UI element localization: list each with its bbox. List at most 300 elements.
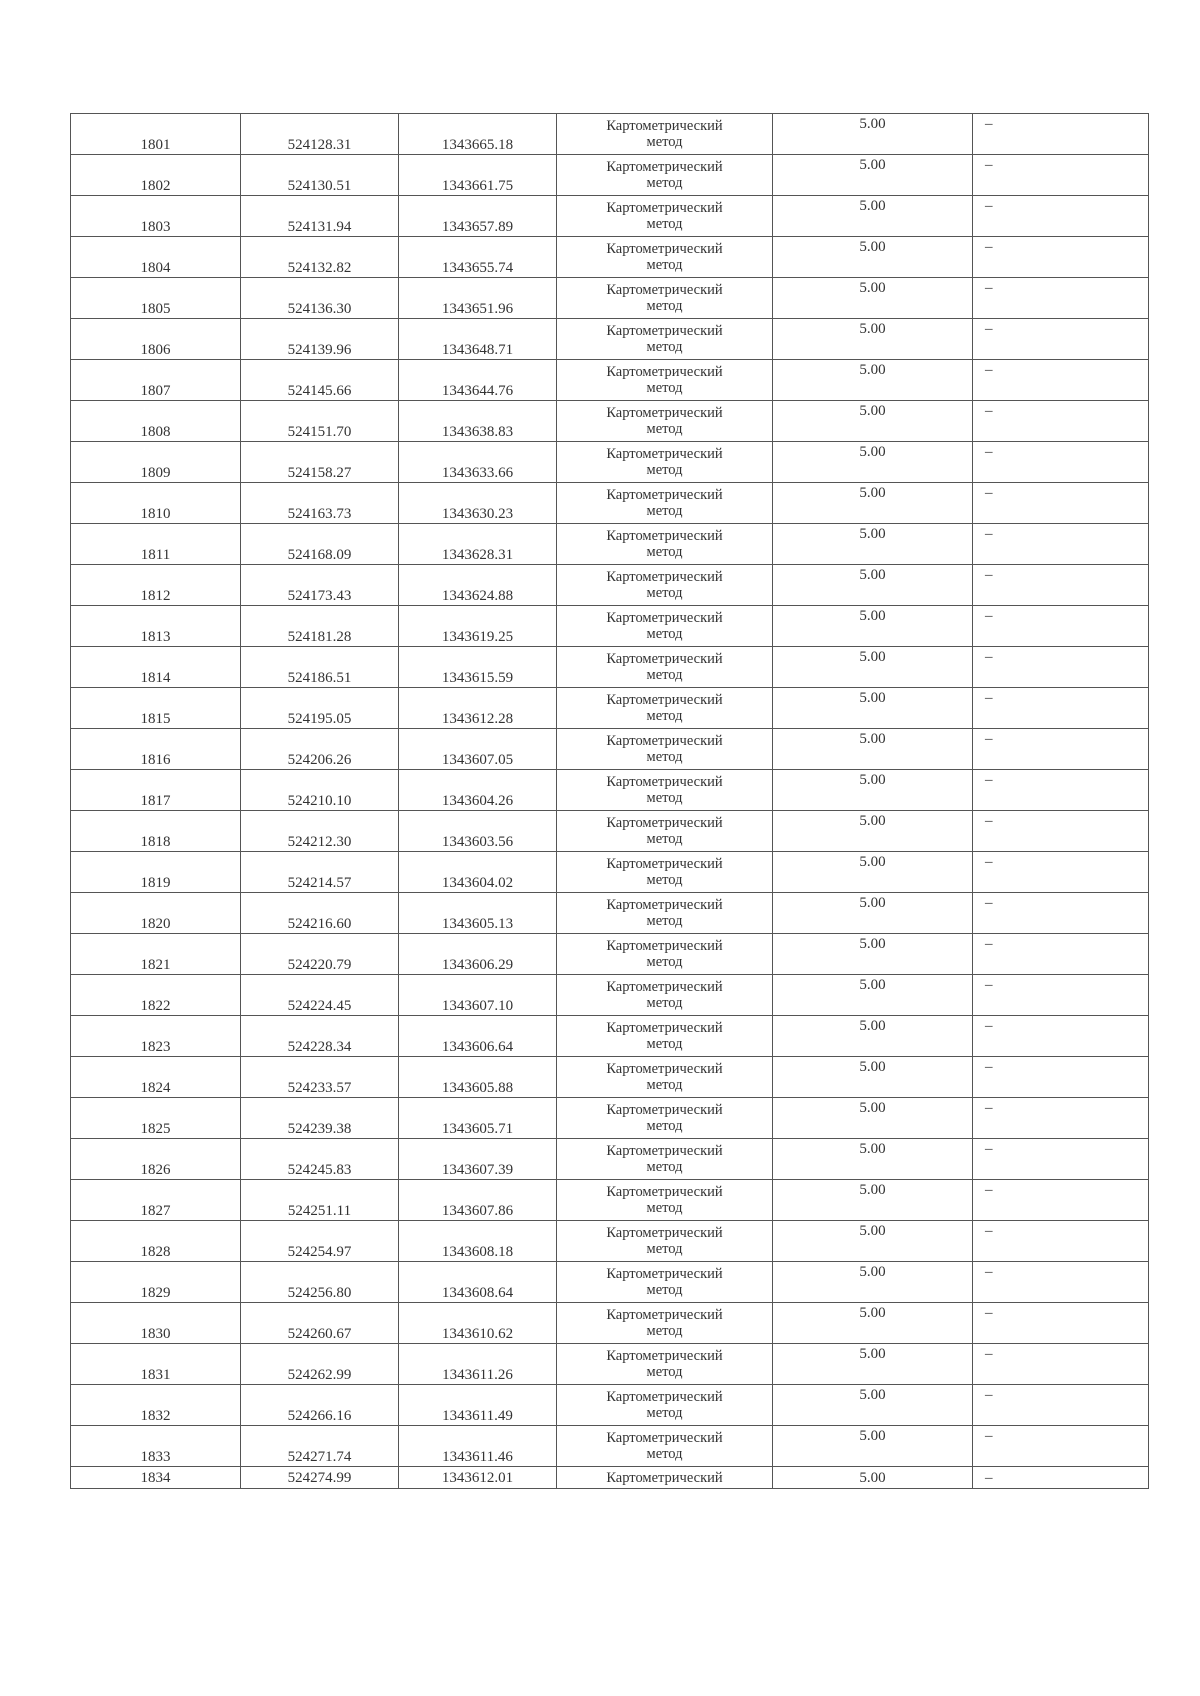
- table-row: [71, 606, 1149, 647]
- accuracy-cell: 5.00: [773, 1098, 973, 1139]
- method-text-line1: Картометрический: [606, 282, 723, 298]
- method-cell: [557, 770, 773, 811]
- method-cell: [557, 1385, 773, 1426]
- table-row: [71, 196, 1149, 237]
- y-coordinate-cell: 1343606.64: [399, 1016, 557, 1057]
- table-row: [71, 1139, 1149, 1180]
- y-coordinate-cell: 1343615.59: [399, 647, 557, 688]
- x-coordinate-cell: 524186.51: [241, 647, 399, 688]
- table-row: [71, 1426, 1149, 1467]
- method-text-line1: Картометрический: [606, 528, 723, 544]
- method-text-line2: метод: [646, 216, 683, 232]
- x-coordinate-cell: 524212.30: [241, 811, 399, 852]
- table-row: [71, 688, 1149, 729]
- method-cell: [557, 1016, 773, 1057]
- x-coordinate-cell: 524168.09: [241, 524, 399, 565]
- note-cell: –: [973, 237, 1149, 278]
- method-cell: [557, 565, 773, 606]
- accuracy-cell: 5.00: [773, 1385, 973, 1426]
- y-coordinate-cell: 1343611.49: [399, 1385, 557, 1426]
- method-cell: [557, 1262, 773, 1303]
- x-coordinate-cell: 524131.94: [241, 196, 399, 237]
- x-coordinate-cell: 524220.79: [241, 934, 399, 975]
- accuracy-cell: 5.00: [773, 1467, 973, 1489]
- method-text-line2: метод: [646, 462, 683, 478]
- note-cell: –: [973, 852, 1149, 893]
- table-row: [71, 934, 1149, 975]
- accuracy-cell: 5.00: [773, 934, 973, 975]
- note-cell: –: [973, 1139, 1149, 1180]
- note-cell: –: [973, 1262, 1149, 1303]
- table-row: [71, 114, 1149, 155]
- point-number-cell: 1827: [71, 1180, 241, 1221]
- coordinates-table: [70, 113, 1149, 1489]
- method-cell: [557, 647, 773, 688]
- point-number-cell: 1808: [71, 401, 241, 442]
- point-number-cell: 1821: [71, 934, 241, 975]
- method-text-line1: Картометрический: [606, 1225, 723, 1241]
- accuracy-cell: 5.00: [773, 196, 973, 237]
- note-cell: –: [973, 811, 1149, 852]
- method-text-line2: метод: [646, 1405, 683, 1421]
- point-number-cell: 1826: [71, 1139, 241, 1180]
- note-cell: –: [973, 1385, 1149, 1426]
- method-cell: [557, 114, 773, 155]
- method-text-line2: метод: [646, 749, 683, 765]
- table-row: [71, 565, 1149, 606]
- method-text-line1: Картометрический: [606, 774, 723, 790]
- table-row: [71, 360, 1149, 401]
- x-coordinate-cell: 524271.74: [241, 1426, 399, 1467]
- table-row: [71, 1262, 1149, 1303]
- point-number-cell: 1833: [71, 1426, 241, 1467]
- method-cell: [557, 852, 773, 893]
- point-number-cell: 1807: [71, 360, 241, 401]
- point-number-cell: 1816: [71, 729, 241, 770]
- method-text-line2: метод: [646, 1159, 683, 1175]
- note-cell: –: [973, 196, 1149, 237]
- note-cell: –: [973, 360, 1149, 401]
- accuracy-cell: 5.00: [773, 237, 973, 278]
- y-coordinate-cell: 1343607.86: [399, 1180, 557, 1221]
- point-number-cell: 1818: [71, 811, 241, 852]
- method-text-line2: метод: [646, 503, 683, 519]
- accuracy-cell: 5.00: [773, 606, 973, 647]
- x-coordinate-cell: 524274.99: [241, 1467, 399, 1489]
- point-number-cell: 1825: [71, 1098, 241, 1139]
- accuracy-cell: 5.00: [773, 401, 973, 442]
- x-coordinate-cell: 524260.67: [241, 1303, 399, 1344]
- y-coordinate-cell: 1343633.66: [399, 442, 557, 483]
- method-text-line2: метод: [646, 1364, 683, 1380]
- method-cell: [557, 893, 773, 934]
- method-cell: [557, 1467, 773, 1489]
- y-coordinate-cell: 1343607.10: [399, 975, 557, 1016]
- point-number-cell: 1801: [71, 114, 241, 155]
- method-cell: [557, 1098, 773, 1139]
- x-coordinate-cell: 524151.70: [241, 401, 399, 442]
- note-cell: –: [973, 1467, 1149, 1489]
- y-coordinate-cell: 1343608.64: [399, 1262, 557, 1303]
- x-coordinate-cell: 524245.83: [241, 1139, 399, 1180]
- table-row: [71, 893, 1149, 934]
- note-cell: –: [973, 1057, 1149, 1098]
- table-row: [71, 1303, 1149, 1344]
- accuracy-cell: 5.00: [773, 1221, 973, 1262]
- method-text-line1: Картометрический: [606, 938, 723, 954]
- method-text-line2: метод: [646, 339, 683, 355]
- x-coordinate-cell: 524173.43: [241, 565, 399, 606]
- method-text-line1: Картометрический: [606, 897, 723, 913]
- point-number-cell: 1810: [71, 483, 241, 524]
- point-number-cell: 1803: [71, 196, 241, 237]
- table-row: [71, 852, 1149, 893]
- method-text-line1: Картометрический: [606, 1266, 723, 1282]
- table-row: [71, 1016, 1149, 1057]
- note-cell: –: [973, 1303, 1149, 1344]
- note-cell: –: [973, 442, 1149, 483]
- y-coordinate-cell: 1343607.39: [399, 1139, 557, 1180]
- note-cell: –: [973, 729, 1149, 770]
- table-row: [71, 647, 1149, 688]
- point-number-cell: 1817: [71, 770, 241, 811]
- method-cell: [557, 1221, 773, 1262]
- x-coordinate-cell: 524181.28: [241, 606, 399, 647]
- x-coordinate-cell: 524139.96: [241, 319, 399, 360]
- x-coordinate-cell: 524195.05: [241, 688, 399, 729]
- note-cell: –: [973, 565, 1149, 606]
- y-coordinate-cell: 1343648.71: [399, 319, 557, 360]
- accuracy-cell: 5.00: [773, 114, 973, 155]
- method-text-line1: Картометрический: [606, 487, 723, 503]
- point-number-cell: 1805: [71, 278, 241, 319]
- table-row: [71, 1385, 1149, 1426]
- method-cell: [557, 155, 773, 196]
- coordinates-table-body: [71, 114, 1149, 1489]
- x-coordinate-cell: 524266.16: [241, 1385, 399, 1426]
- point-number-cell: 1822: [71, 975, 241, 1016]
- table-row: [71, 155, 1149, 196]
- y-coordinate-cell: 1343644.76: [399, 360, 557, 401]
- y-coordinate-cell: 1343619.25: [399, 606, 557, 647]
- y-coordinate-cell: 1343605.71: [399, 1098, 557, 1139]
- x-coordinate-cell: 524206.26: [241, 729, 399, 770]
- method-cell: [557, 237, 773, 278]
- note-cell: –: [973, 155, 1149, 196]
- method-cell: [557, 442, 773, 483]
- x-coordinate-cell: 524136.30: [241, 278, 399, 319]
- method-text-line1: Картометрический: [606, 1469, 723, 1486]
- method-text-line1: Картометрический: [606, 856, 723, 872]
- note-cell: –: [973, 1344, 1149, 1385]
- accuracy-cell: 5.00: [773, 688, 973, 729]
- accuracy-cell: 5.00: [773, 1057, 973, 1098]
- table-row: [71, 975, 1149, 1016]
- accuracy-cell: 5.00: [773, 852, 973, 893]
- method-text-line1: Картометрический: [606, 610, 723, 626]
- point-number-cell: 1813: [71, 606, 241, 647]
- y-coordinate-cell: 1343604.26: [399, 770, 557, 811]
- accuracy-cell: 5.00: [773, 442, 973, 483]
- method-text-line2: метод: [646, 380, 683, 396]
- y-coordinate-cell: 1343611.46: [399, 1426, 557, 1467]
- accuracy-cell: 5.00: [773, 1344, 973, 1385]
- y-coordinate-cell: 1343661.75: [399, 155, 557, 196]
- point-number-cell: 1814: [71, 647, 241, 688]
- note-cell: –: [973, 401, 1149, 442]
- point-number-cell: 1830: [71, 1303, 241, 1344]
- x-coordinate-cell: 524233.57: [241, 1057, 399, 1098]
- x-coordinate-cell: 524210.10: [241, 770, 399, 811]
- x-coordinate-cell: 524214.57: [241, 852, 399, 893]
- method-text-line2: метод: [646, 1077, 683, 1093]
- note-cell: –: [973, 114, 1149, 155]
- x-coordinate-cell: 524132.82: [241, 237, 399, 278]
- table-row: [71, 524, 1149, 565]
- method-text-line1: Картометрический: [606, 1143, 723, 1159]
- method-text-line1: Картометрический: [606, 405, 723, 421]
- x-coordinate-cell: 524216.60: [241, 893, 399, 934]
- method-text-line1: Картометрический: [606, 1348, 723, 1364]
- method-text-line1: Картометрический: [606, 1061, 723, 1077]
- method-text-line2: метод: [646, 667, 683, 683]
- point-number-cell: 1819: [71, 852, 241, 893]
- method-text-line2: метод: [646, 872, 683, 888]
- y-coordinate-cell: 1343612.28: [399, 688, 557, 729]
- method-text-line1: Картометрический: [606, 200, 723, 216]
- y-coordinate-cell: 1343612.01: [399, 1467, 557, 1489]
- method-text-line2: метод: [646, 421, 683, 437]
- method-text-line1: Картометрический: [606, 159, 723, 175]
- table-row: [71, 278, 1149, 319]
- method-cell: [557, 606, 773, 647]
- table-row: [71, 442, 1149, 483]
- table-row: [71, 1098, 1149, 1139]
- accuracy-cell: 5.00: [773, 278, 973, 319]
- note-cell: –: [973, 1180, 1149, 1221]
- table-row: [71, 483, 1149, 524]
- note-cell: –: [973, 893, 1149, 934]
- method-cell: [557, 278, 773, 319]
- point-number-cell: 1829: [71, 1262, 241, 1303]
- method-text-line2: метод: [646, 1446, 683, 1462]
- accuracy-cell: 5.00: [773, 483, 973, 524]
- point-number-cell: 1812: [71, 565, 241, 606]
- note-cell: –: [973, 319, 1149, 360]
- x-coordinate-cell: 524130.51: [241, 155, 399, 196]
- y-coordinate-cell: 1343655.74: [399, 237, 557, 278]
- accuracy-cell: 5.00: [773, 319, 973, 360]
- method-cell: [557, 1139, 773, 1180]
- method-cell: [557, 729, 773, 770]
- table-row: [71, 811, 1149, 852]
- y-coordinate-cell: 1343610.62: [399, 1303, 557, 1344]
- method-text-line2: метод: [646, 1282, 683, 1298]
- method-cell: [557, 319, 773, 360]
- accuracy-cell: 5.00: [773, 1016, 973, 1057]
- method-text-line1: Картометрический: [606, 323, 723, 339]
- method-text-line1: Картометрический: [606, 692, 723, 708]
- note-cell: –: [973, 1221, 1149, 1262]
- y-coordinate-cell: 1343628.31: [399, 524, 557, 565]
- method-cell: [557, 360, 773, 401]
- note-cell: –: [973, 770, 1149, 811]
- point-number-cell: 1828: [71, 1221, 241, 1262]
- accuracy-cell: 5.00: [773, 893, 973, 934]
- x-coordinate-cell: 524251.11: [241, 1180, 399, 1221]
- point-number-cell: 1806: [71, 319, 241, 360]
- method-text-line2: метод: [646, 831, 683, 847]
- method-cell: [557, 1344, 773, 1385]
- method-text-line1: Картометрический: [606, 118, 723, 134]
- method-text-line1: Картометрический: [606, 1430, 723, 1446]
- point-number-cell: 1811: [71, 524, 241, 565]
- accuracy-cell: 5.00: [773, 524, 973, 565]
- method-text-line1: Картометрический: [606, 1307, 723, 1323]
- x-coordinate-cell: 524145.66: [241, 360, 399, 401]
- method-cell: [557, 483, 773, 524]
- method-text-line2: метод: [646, 1241, 683, 1257]
- point-number-cell: 1824: [71, 1057, 241, 1098]
- point-number-cell: 1820: [71, 893, 241, 934]
- x-coordinate-cell: 524224.45: [241, 975, 399, 1016]
- x-coordinate-cell: 524239.38: [241, 1098, 399, 1139]
- y-coordinate-cell: 1343605.88: [399, 1057, 557, 1098]
- accuracy-cell: 5.00: [773, 811, 973, 852]
- method-text-line2: метод: [646, 708, 683, 724]
- table-row: [71, 770, 1149, 811]
- note-cell: –: [973, 278, 1149, 319]
- method-cell: [557, 196, 773, 237]
- x-coordinate-cell: 524262.99: [241, 1344, 399, 1385]
- method-text-line2: метод: [646, 913, 683, 929]
- method-text-line2: метод: [646, 585, 683, 601]
- method-text-line2: метод: [646, 995, 683, 1011]
- method-text-line2: метод: [646, 954, 683, 970]
- y-coordinate-cell: 1343624.88: [399, 565, 557, 606]
- y-coordinate-cell: 1343651.96: [399, 278, 557, 319]
- point-number-cell: 1831: [71, 1344, 241, 1385]
- method-text-line2: метод: [646, 544, 683, 560]
- method-cell: [557, 1180, 773, 1221]
- method-text-line2: метод: [646, 626, 683, 642]
- y-coordinate-cell: 1343665.18: [399, 114, 557, 155]
- note-cell: –: [973, 483, 1149, 524]
- x-coordinate-cell: 524163.73: [241, 483, 399, 524]
- method-text-line1: Картометрический: [606, 1184, 723, 1200]
- method-cell: [557, 1057, 773, 1098]
- method-cell: [557, 811, 773, 852]
- accuracy-cell: 5.00: [773, 770, 973, 811]
- accuracy-cell: 5.00: [773, 729, 973, 770]
- y-coordinate-cell: 1343630.23: [399, 483, 557, 524]
- table-row: [71, 401, 1149, 442]
- y-coordinate-cell: 1343604.02: [399, 852, 557, 893]
- note-cell: –: [973, 1098, 1149, 1139]
- accuracy-cell: 5.00: [773, 1303, 973, 1344]
- point-number-cell: 1834: [71, 1467, 241, 1489]
- method-text-line1: Картометрический: [606, 1389, 723, 1405]
- accuracy-cell: 5.00: [773, 1180, 973, 1221]
- method-text-line2: метод: [646, 1323, 683, 1339]
- y-coordinate-cell: 1343606.29: [399, 934, 557, 975]
- method-text-line1: Картометрический: [606, 979, 723, 995]
- table-row: [71, 1180, 1149, 1221]
- y-coordinate-cell: 1343608.18: [399, 1221, 557, 1262]
- method-text-line1: Картометрический: [606, 364, 723, 380]
- method-text-line1: Картометрический: [606, 651, 723, 667]
- x-coordinate-cell: 524228.34: [241, 1016, 399, 1057]
- accuracy-cell: 5.00: [773, 155, 973, 196]
- note-cell: –: [973, 647, 1149, 688]
- method-cell: [557, 1303, 773, 1344]
- y-coordinate-cell: 1343638.83: [399, 401, 557, 442]
- table-row: [71, 1057, 1149, 1098]
- table-row: [71, 729, 1149, 770]
- method-text-line2: метод: [646, 257, 683, 273]
- note-cell: –: [973, 934, 1149, 975]
- method-cell: [557, 688, 773, 729]
- method-text-line2: метод: [646, 1200, 683, 1216]
- y-coordinate-cell: 1343607.05: [399, 729, 557, 770]
- point-number-cell: 1832: [71, 1385, 241, 1426]
- accuracy-cell: 5.00: [773, 647, 973, 688]
- table-row: [71, 319, 1149, 360]
- table-row: [71, 237, 1149, 278]
- x-coordinate-cell: 524158.27: [241, 442, 399, 483]
- method-text-line2: метод: [646, 298, 683, 314]
- note-cell: –: [973, 975, 1149, 1016]
- method-text-line2: метод: [646, 1118, 683, 1134]
- method-cell: [557, 401, 773, 442]
- method-text-line1: Картометрический: [606, 1102, 723, 1118]
- method-cell: [557, 524, 773, 565]
- method-text-line2: метод: [646, 175, 683, 191]
- method-text-line1: Картометрический: [606, 733, 723, 749]
- accuracy-cell: 5.00: [773, 565, 973, 606]
- point-number-cell: 1815: [71, 688, 241, 729]
- x-coordinate-cell: 524128.31: [241, 114, 399, 155]
- method-text-line1: Картометрический: [606, 569, 723, 585]
- y-coordinate-cell: 1343605.13: [399, 893, 557, 934]
- point-number-cell: 1823: [71, 1016, 241, 1057]
- method-text-line1: Картометрический: [606, 815, 723, 831]
- note-cell: –: [973, 524, 1149, 565]
- method-text-line2: метод: [646, 1036, 683, 1052]
- method-cell: [557, 934, 773, 975]
- method-text-line1: Картометрический: [606, 1020, 723, 1036]
- table-row: [71, 1221, 1149, 1262]
- table-row: [71, 1344, 1149, 1385]
- method-text-line2: метод: [646, 134, 683, 150]
- note-cell: –: [973, 606, 1149, 647]
- accuracy-cell: 5.00: [773, 360, 973, 401]
- method-text-line1: Картометрический: [606, 241, 723, 257]
- table-row: [71, 1467, 1149, 1489]
- y-coordinate-cell: 1343657.89: [399, 196, 557, 237]
- y-coordinate-cell: 1343611.26: [399, 1344, 557, 1385]
- accuracy-cell: 5.00: [773, 1426, 973, 1467]
- method-cell: [557, 975, 773, 1016]
- method-text-line1: Картометрический: [606, 446, 723, 462]
- y-coordinate-cell: 1343603.56: [399, 811, 557, 852]
- x-coordinate-cell: 524256.80: [241, 1262, 399, 1303]
- accuracy-cell: 5.00: [773, 1262, 973, 1303]
- method-text-line2: метод: [646, 790, 683, 806]
- accuracy-cell: 5.00: [773, 975, 973, 1016]
- note-cell: –: [973, 688, 1149, 729]
- point-number-cell: 1804: [71, 237, 241, 278]
